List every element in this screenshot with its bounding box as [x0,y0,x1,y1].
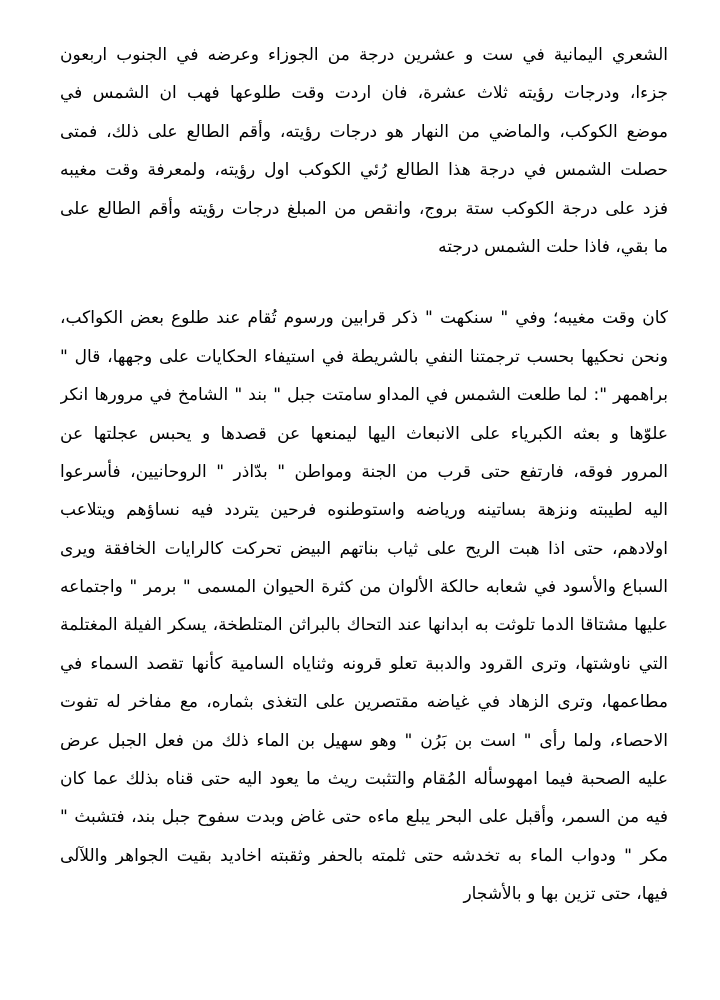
text-line: اليه لطيبته ونزهة بساتينه ورياضه واستوطنوه فرحين يتردد فيه نساؤهم ويتلاعب [60,500,668,521]
text-line: علوّها و بعثه الكبرياء على الانبعاث اليها ليمنعها عن قصدها و يحبس عجلتها عن [60,423,668,444]
text-line: فيه من السمر، وأقبل على البحر يبلع ماءه حتى غاض وبدت سفوح جبل بند، فتشبث " [60,807,668,828]
text-line: عليها مشتاقا الدما تلوثت به ابدانها عند التحاك بالبراثن المتلطخة، يسكر الفيلة المغتلمة [60,615,668,636]
paragraph-2 [60,299,668,913]
text-line: مكر " ودواب الماء به تخدشه حتى ثلمته بالحفر وثقبته اخاديد بقيت الجواهر واللآلى [60,845,668,866]
text-line: حصلت الشمس في درجة هذا الطالع رُئي الكوكب اول رؤيته، ولمعرفة وقت مغيبه [60,160,668,181]
paragraph-gap [60,266,668,299]
text-line: الشعري اليمانية في ست و عشرين درجة من الجوزاء وعرضه في الجنوب اربعون [60,45,668,65]
text-line: اولادهم، حتى اذا هبت الريح على ثياب بناتهم البيض تحركت كالرايات الخافقة ويرى [60,538,668,559]
text-line: الاحصاء، ولما رأى " است بن بَرُن " وهو سهيل بن الماء ذلك من فعل الجبل عرض [60,730,668,751]
text-line: براهمهر ": لما طلعت الشمس في المداو سامتت جبل " بند " الشامخ في مرورها انكر [60,385,668,406]
text-line: عليه الصحبة فيما امهوسأله المُقام والتثبت ريث ما يعود اليه حتى قناه بذلك عما كان [60,769,668,790]
text-line: ما بقي، فاذا حلت الشمس درجته [438,236,668,257]
text-line: التي ناوشتها، وترى القرود والدببة تعلو قرونه وثناياه السامية كأنها تقصد السماء في [60,653,668,674]
text-line: كان وقت مغيبه؛ وفي " سنكهت " ذكر قرابين ورسوم تُقام عند طلوع بعض الكواكب، [60,308,668,329]
text-line: المرور فوقه، فارتفع حتى قرب من الجنة ومواطن " بدّاذر " الروحانيين، فأسرعوا [60,461,668,482]
text-line: موضع الكوكب، والماضي من النهار هو درجات رؤيته، وأقم الطالع على ذلك، فمتى [60,121,668,142]
text-line: ونحن نحكيها بحسب ترجمتنا النفي بالشريطة في استيفاء الحكايات على وجهها، قال " [60,346,668,367]
text-line: فيها، حتى تزين بها و بالأشجار [463,884,668,905]
document-page [60,36,668,914]
text-line: مطاعمها، وترى الزهاد في غياضه مقتصرين على التغذى بثماره، مع مفاخر له تفوت [60,692,668,713]
paragraph-1 [60,36,668,266]
text-line: فزد على درجة الكوكب ستة بروج، وانقص من المبلغ درجات رؤيته وأقم الطالع على [60,198,668,219]
text-line: السباع والأسود في شعابه حالكة الألوان من كثرة الحيوان المسمى " برمر " واجتماعه [60,577,668,598]
text-line: جزءا، ودرجات رؤيته ثلاث عشرة، فان اردت وقت طلوعها فهب ان الشمس في [60,83,668,104]
